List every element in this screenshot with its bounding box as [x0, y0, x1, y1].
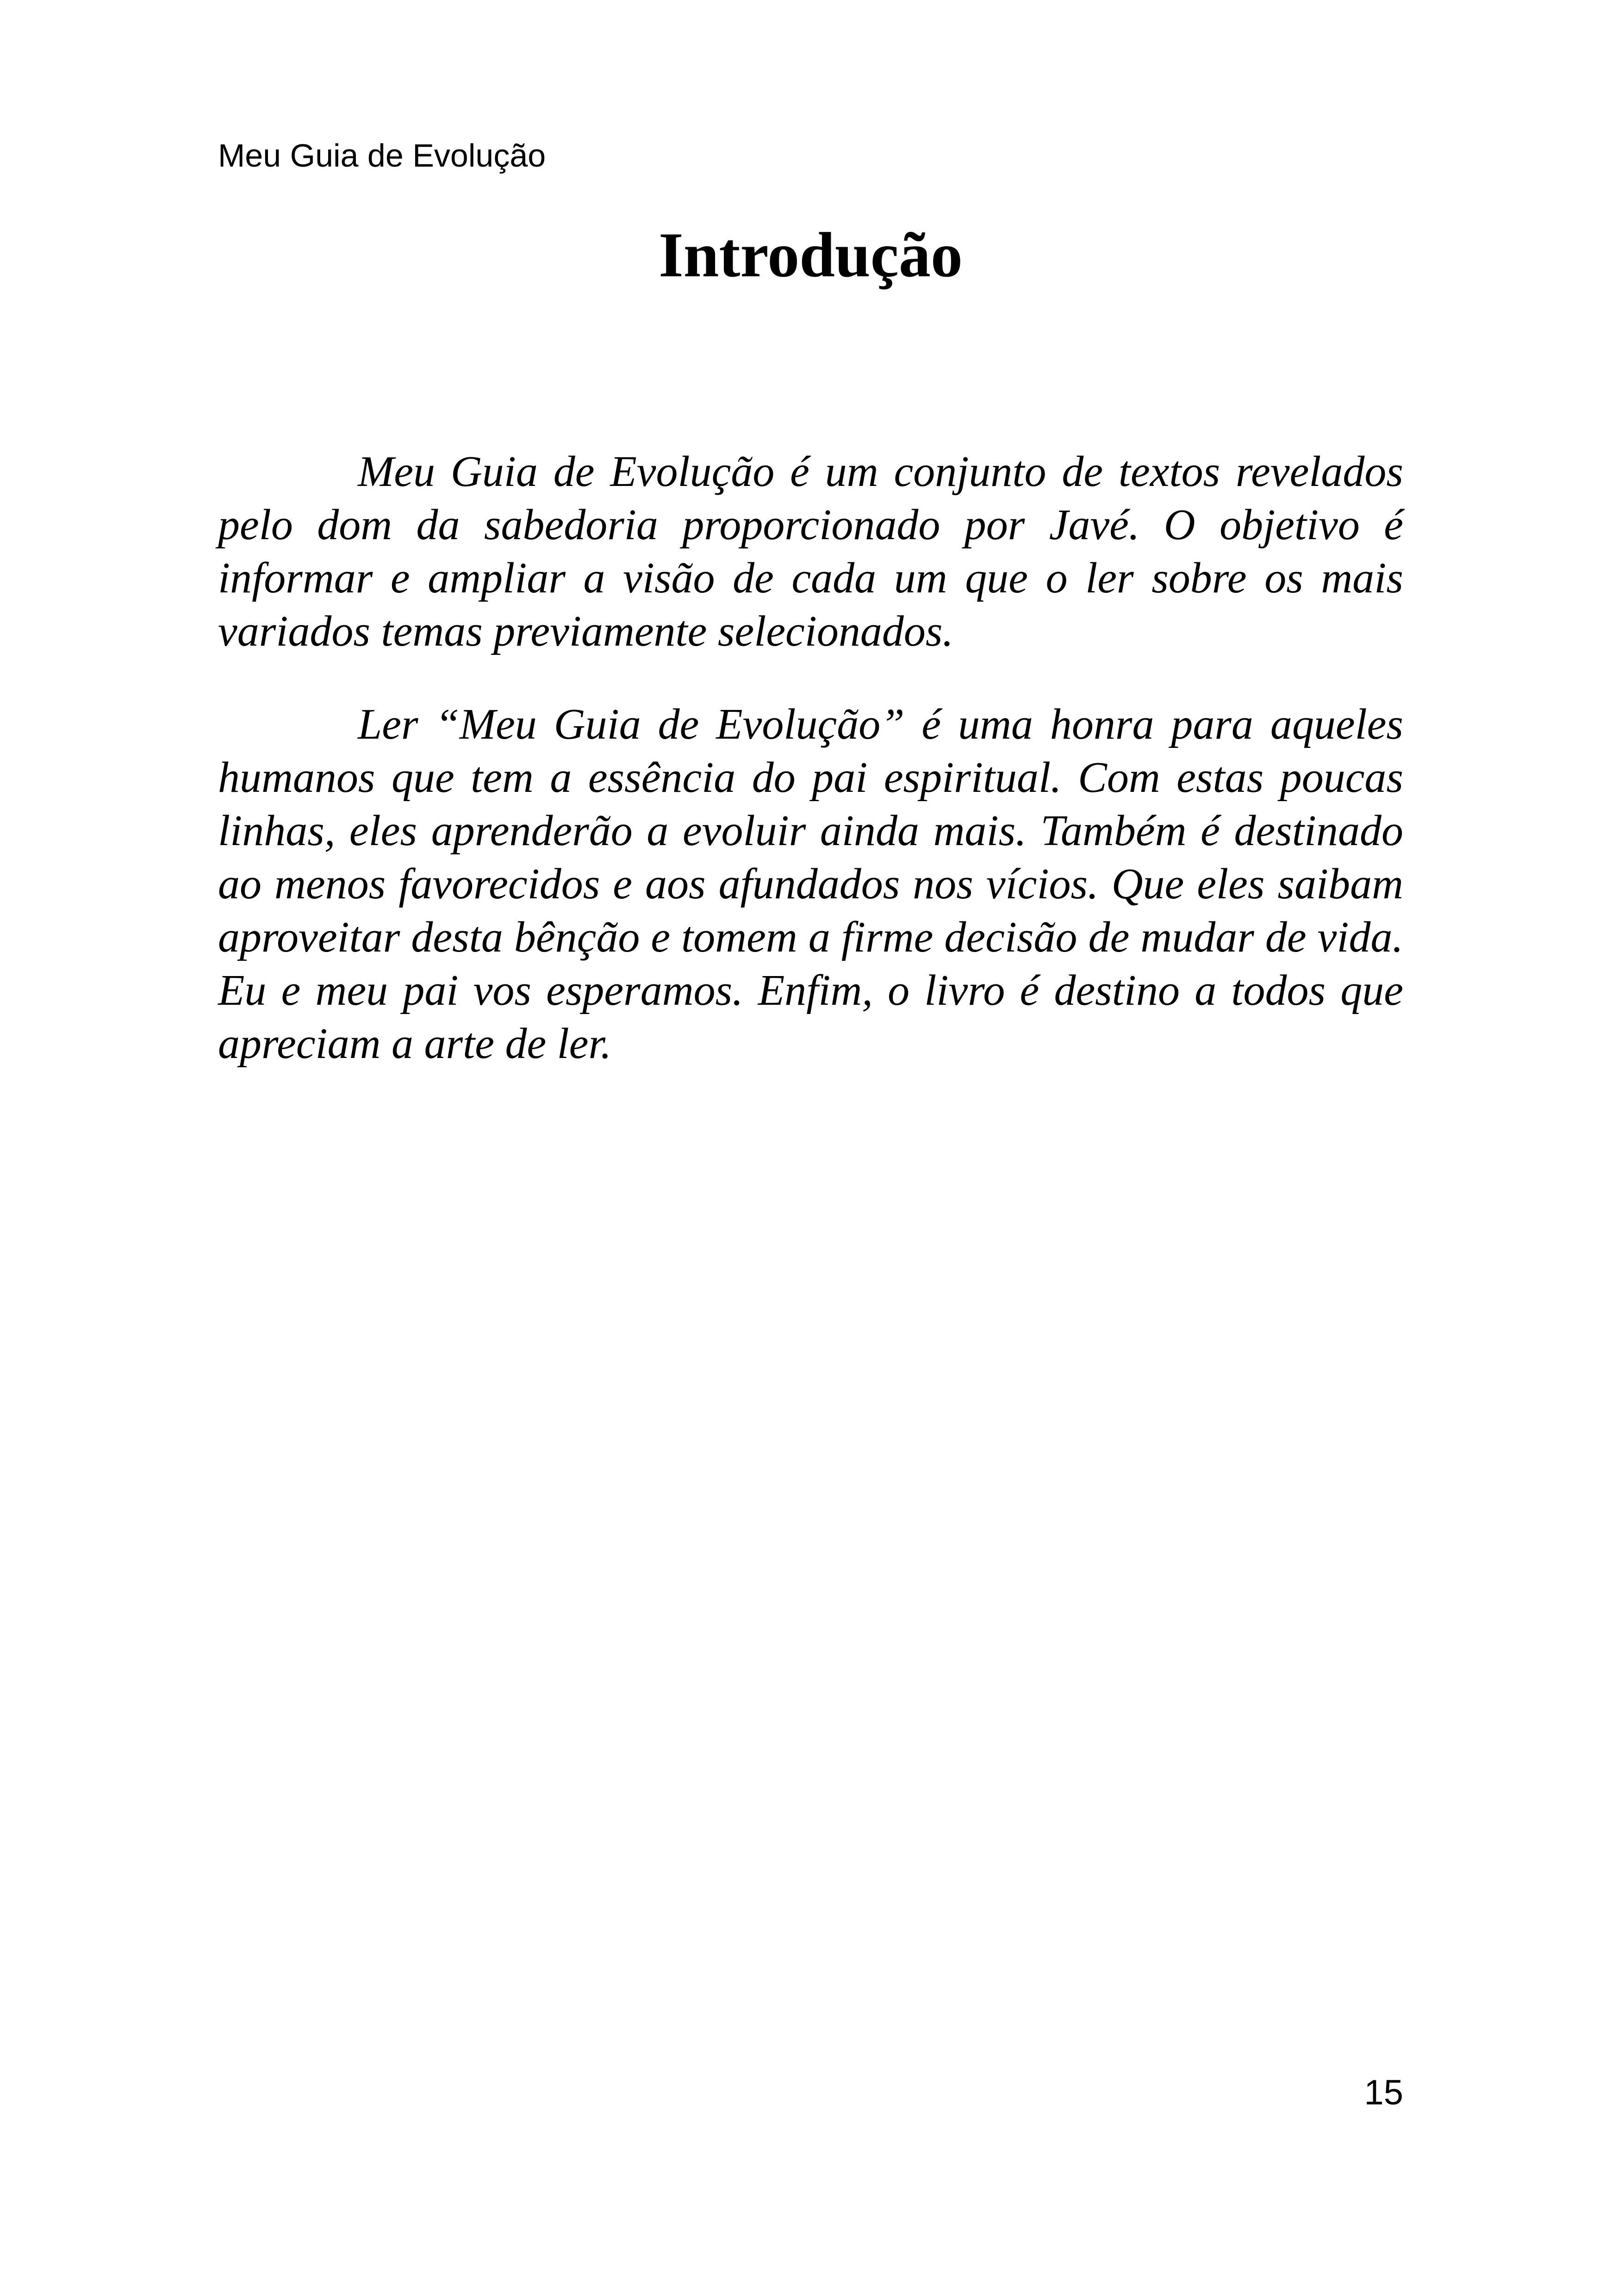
body-paragraph: Meu Guia de Evolução é um conjunto de textos revelados pelo dom da sabedoria proporcionado por Javé. O objetivo é informar e ampliar a visão de cada um que o ler sobre os mais variados temas previamente selecionados. [218, 448, 1403, 655]
chapter-title: Introdução [659, 219, 963, 290]
running-header: Meu Guia de Evolução [218, 137, 546, 174]
page-number: 15 [1364, 2073, 1403, 2112]
chapter-body [218, 445, 1403, 1110]
body-paragraph: Ler “Meu Guia de Evolução” é uma honra para aqueles humanos que tem a essência do pai espiritual. Com estas poucas linhas, eles aprenderão a evoluir ainda mais. Também é destinado ao menos favorecidos e aos afundados nos vícios. Que eles saibam aproveitar desta bênção e tomem a firme decisão de mudar de vida. Eu e meu pai vos esperamos. Enfim, o livro é destino a todos que apreciam a arte de ler. [218, 700, 1403, 1068]
